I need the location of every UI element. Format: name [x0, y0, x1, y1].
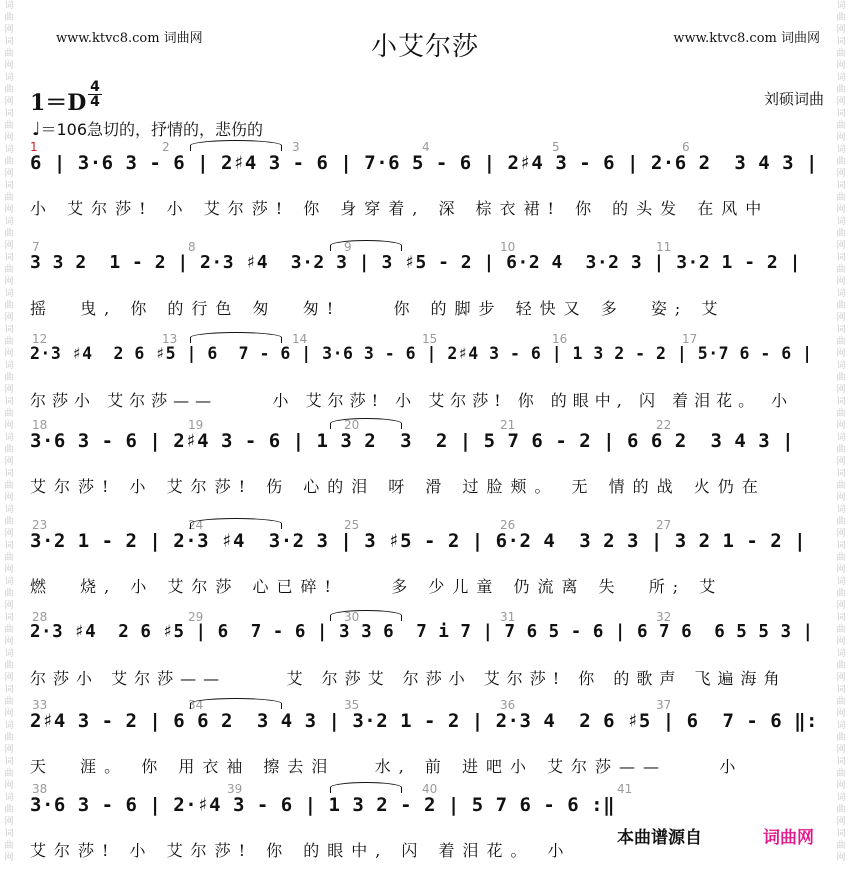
measure-number: 38	[32, 782, 48, 796]
measure-number: 36	[500, 698, 516, 712]
lyrics-line: 艾尔莎! 小 艾尔莎! 你 的眼中, 闪 着泪花。 小	[30, 841, 572, 860]
measure-number: 22	[656, 418, 672, 432]
measure-number: 23	[32, 518, 48, 532]
measure-number: 29	[188, 610, 204, 624]
measure-number: 17	[682, 332, 698, 346]
measure-number: 25	[344, 518, 360, 532]
measure-number: 32	[656, 610, 672, 624]
watermark-left: 词 曲 网 词 曲 网 词 曲 网 词 曲 网 词 曲 网 词 曲 网 词 曲 网 词 曲 网 词 曲 网 词 曲 网 词 曲 网 词 曲 网 词 曲 网 词 曲 网 词 曲 网 词 曲 网 词 曲 网 词 曲 网 词 曲 网 词 曲 网 词 曲 网 词 曲 网 词 曲 网 词 曲 网	[4, 1, 14, 863]
slur-mark	[190, 698, 282, 709]
measure-number: 30	[344, 610, 360, 624]
notation-line: 2·3 ♯4 2 6 ♯5 | 6 7 - 6 | 3·6 3 - 6 | 2♯4 3 - 6 | 1 3 2 - 2 | 5·7 6 - 6 |	[30, 344, 813, 363]
measure-number: 4	[422, 140, 430, 154]
composer-credit: 刘硕词曲	[763, 90, 824, 108]
lyrics-line: 小 艾尔莎! 小 艾尔莎! 你 身穿着, 深 棕衣裙! 你 的头发 在风中	[30, 199, 770, 218]
quarter-note-icon: ♩	[32, 119, 41, 140]
time-bottom: 4	[90, 94, 100, 110]
watermark-right: 词 曲 网 词 曲 网 词 曲 网 词 曲 网 词 曲 网 词 曲 网 词 曲 网 词 曲 网 词 曲 网 词 曲 网 词 曲 网 词 曲 网 词 曲 网 词 曲 网 词 曲 网 词 曲 网 词 曲 网 词 曲 网 词 曲 网 词 曲 网 词 曲 网 词 曲 网 词 曲 网 词 曲 网	[836, 1, 846, 863]
slur-mark	[330, 240, 402, 251]
measure-number: 11	[656, 240, 672, 254]
notation-line: 3·6 3 - 6 | 2·♯4 3 - 6 | 1 3 2 - 2 | 5 7 6 - 6 :‖	[30, 794, 616, 816]
notation-line: 6 | 3·6 3 - 6 | 2♯4 3 - 6 | 7·6 5 - 6 | 2♯4 3 - 6 | 2·6 2 3 4 3 |	[30, 152, 818, 174]
lyrics-line: 尔莎小 艾尔莎—— 小 艾尔莎! 小 艾尔莎! 你 的眼中, 闪 着泪花。 小	[30, 391, 794, 410]
measure-number: 13	[162, 332, 178, 346]
measure-number: 3	[292, 140, 300, 154]
measure-number: 31	[500, 610, 516, 624]
slur-mark	[330, 782, 402, 793]
measure-number: 18	[32, 418, 48, 432]
time-signature	[88, 80, 102, 109]
measure-number: 10	[500, 240, 516, 254]
tempo-text: ＝106急切的，抒情的，悲伤的	[40, 120, 264, 139]
measure-number: 12	[32, 332, 48, 346]
measure-number: 14	[292, 332, 308, 346]
measure-number: 19	[188, 418, 204, 432]
key-signature: 1＝D	[30, 90, 87, 116]
measure-number: 6	[682, 140, 690, 154]
measure-number: 37	[656, 698, 672, 712]
lyrics-line: 艾尔莎! 小 艾尔莎! 伤 心的泪 呀 滑 过脸颊。 无 情的战 火仍在	[30, 477, 766, 496]
brand-link[interactable]: 词曲网	[763, 828, 814, 848]
measure-number: 21	[500, 418, 516, 432]
notation-line: 3·6 3 - 6 | 2♯4 3 - 6 | 1 3 2 3 2 | 5 7 6 - 2 | 6 6 2 3 4 3 |	[30, 430, 795, 452]
tempo-marking	[32, 117, 263, 140]
measure-number: 9	[344, 240, 352, 254]
lyrics-line: 摇 曳, 你 的行色 匆 匆! 你 的脚步 轻快又 多 姿; 艾	[30, 299, 726, 318]
measure-number: 20	[344, 418, 360, 432]
measure-number: 15	[422, 332, 438, 346]
measure-number: 8	[188, 240, 196, 254]
site-url-left[interactable]: www.ktvc8.com 词曲网	[56, 31, 203, 46]
lyrics-line: 尔莎小 艾尔莎—— 艾 尔莎艾 尔莎小 艾尔莎! 你 的歌声 飞遍海角	[30, 669, 787, 688]
lyrics-line: 天 涯。 你 用衣袖 擦去泪 水, 前 进吧小 艾尔莎—— 小	[30, 757, 744, 776]
slur-mark	[330, 418, 402, 429]
slur-mark	[190, 140, 282, 151]
measure-number: 35	[344, 698, 360, 712]
measure-number: 16	[552, 332, 568, 346]
measure-number: 7	[32, 240, 40, 254]
time-top: 4	[90, 79, 100, 95]
notation-line: 3 3 2 1 - 2 | 2·3 ♯4 3·2 3 | 3 ♯5 - 2 | 6·2 4 3·2 3 | 3·2 1 - 2 |	[30, 252, 801, 273]
measure-number: 5	[552, 140, 560, 154]
measure-number: 24	[188, 518, 204, 532]
slur-mark	[190, 518, 282, 529]
measure-number: 39	[227, 782, 243, 796]
notation-line: 3·2 1 - 2 | 2·3 ♯4 3·2 3 | 3 ♯5 - 2 | 6·2 4 3 2 3 | 3 2 1 - 2 |	[30, 530, 807, 552]
source-label: 本曲谱源自	[617, 828, 702, 848]
measure-number: 33	[32, 698, 48, 712]
measure-number: 34	[188, 698, 204, 712]
measure-number: 28	[32, 610, 48, 624]
slur-mark	[330, 610, 402, 621]
lyrics-line: 燃 烧, 小 艾尔莎 心已碎! 多 少儿童 仍流离 失 所; 艾	[30, 577, 724, 596]
measure-number: 26	[500, 518, 516, 532]
measure-number: 27	[656, 518, 672, 532]
song-title: 小艾尔莎	[370, 32, 479, 62]
measure-number: 2	[162, 140, 170, 154]
measure-number: 41	[617, 782, 633, 796]
notation-line: 2·3 ♯4 2 6 ♯5 | 6 7 - 6 | 3 3 6 7 i 7 | 7 6 5 - 6 | 6 7 6 6 5 5 3 |	[30, 622, 814, 642]
measure-number: 40	[422, 782, 438, 796]
slur-mark	[190, 332, 282, 343]
measure-number: 1	[30, 140, 38, 154]
site-url-right[interactable]: www.ktvc8.com 词曲网	[673, 31, 820, 46]
notation-line: 2♯4 3 - 2 | 6 6 2 3 4 3 | 3·2 1 - 2 | 2·3 4 2 6 ♯5 | 6 7 - 6 ‖:	[30, 710, 818, 732]
